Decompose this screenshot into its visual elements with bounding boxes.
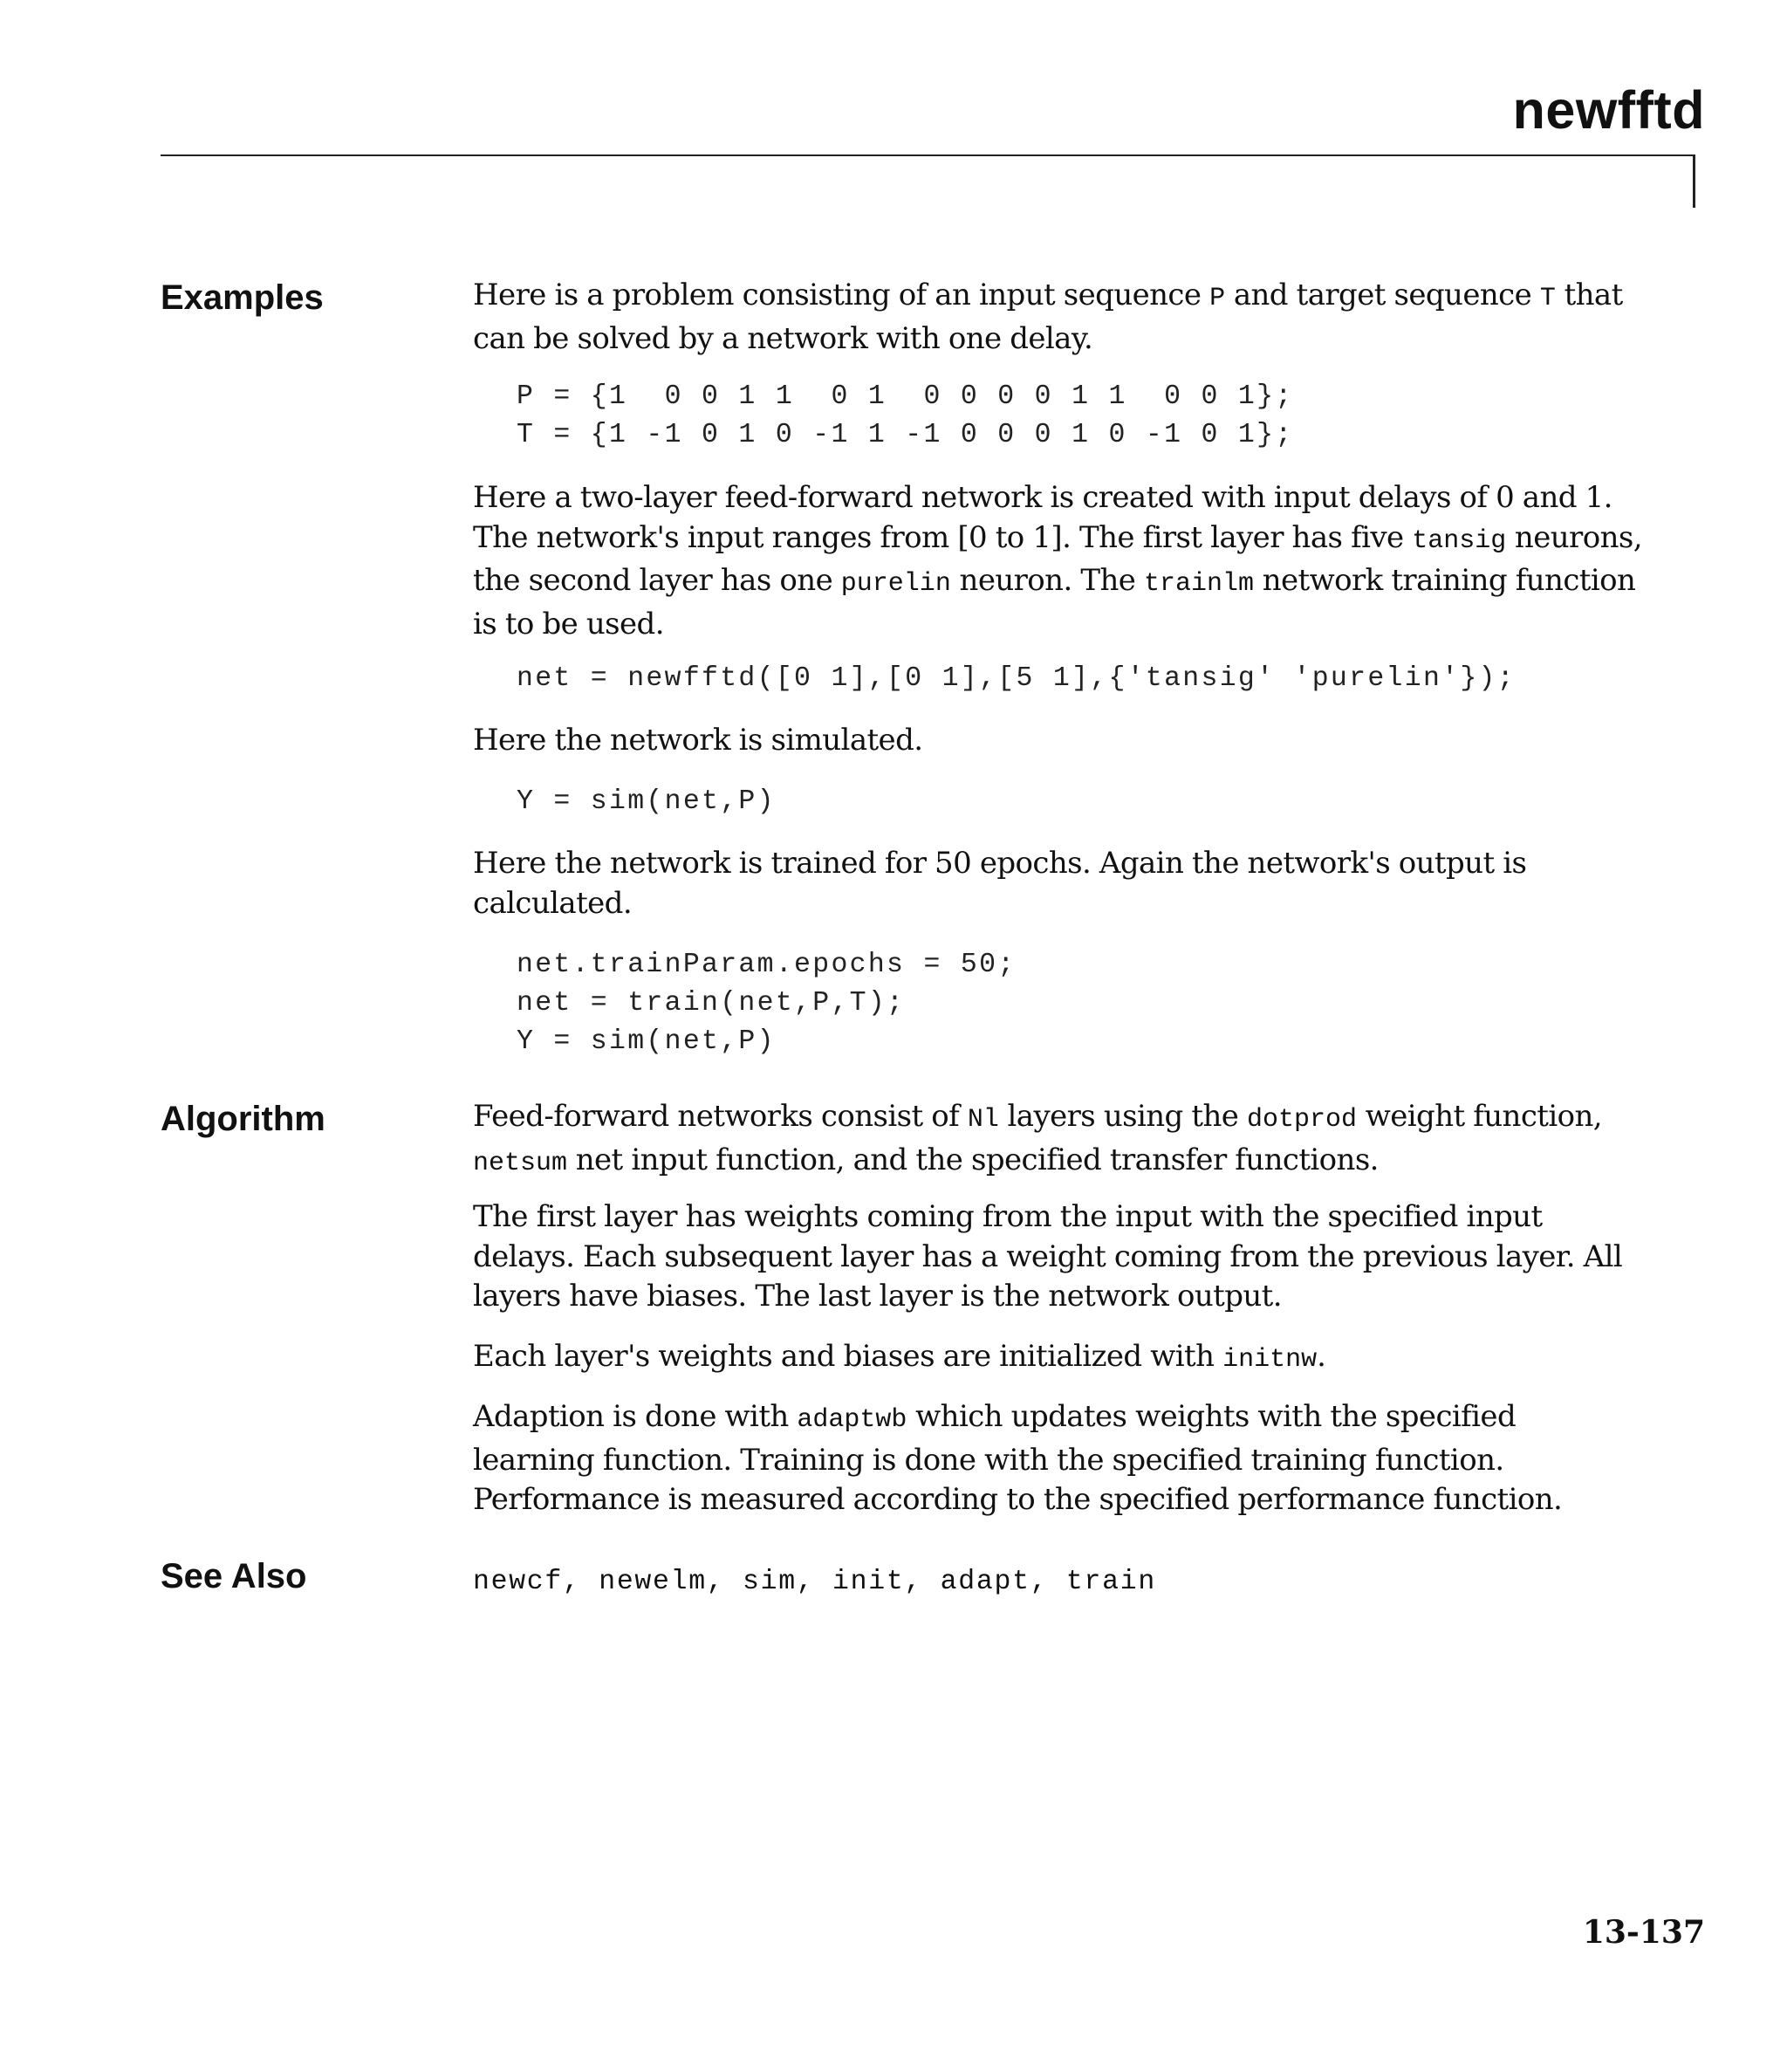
text-run: neurons, the second layer has one (473, 519, 1642, 598)
text-run: layers using the (998, 1099, 1247, 1134)
inline-code: purelin (840, 569, 951, 599)
code-create-network: net = newfftd([0 1],[0 1],[5 1],{'tansig' 'purelin'}); (517, 663, 1516, 694)
page-title: newfftd (1512, 80, 1705, 140)
see-also-list: newcf, newelm, sim, init, adapt, train (473, 1567, 1156, 1597)
examples-intro-paragraph (473, 276, 1642, 359)
algorithm-paragraph-1 (473, 1097, 1642, 1184)
inline-code: Nl (967, 1105, 999, 1135)
examples-heading: Examples (161, 278, 324, 317)
inline-code: adaptwb (797, 1405, 907, 1435)
text-run: net input function, and the specified transfer functions. (567, 1142, 1379, 1177)
text-run: . (1317, 1339, 1326, 1374)
text-run: Feed-forward networks consist of (473, 1099, 968, 1134)
inline-code: netsum (473, 1148, 568, 1178)
train-paragraph: Here the network is trained for 50 epochs. Again the network's output is calculated. (473, 846, 1527, 921)
text-run: Here is a problem consisting of an input sequence (473, 278, 1210, 312)
text-run: weight function, (1357, 1099, 1603, 1134)
text-run: that can be solved by a network with one delay. (473, 278, 1623, 356)
inline-code: dotprod (1247, 1105, 1358, 1135)
text-run: network training function is to be used. (473, 563, 1636, 641)
code-train: net.trainParam.epochs = 50; net = train(net,P,T); Y = sim(net,P) (517, 950, 1017, 1057)
code-sequences: P = {1 0 0 1 1 0 1 0 0 0 0 1 1 0 0 1}; T = {1 -1 0 1 0 -1 1 -1 0 0 0 1 0 -1 0 1}; (517, 381, 1294, 450)
header-rule-tick (1693, 154, 1695, 208)
inline-code: trainlm (1144, 569, 1255, 599)
text-run: neuron. The (950, 563, 1144, 598)
text-run: Adaption is done with (473, 1399, 798, 1434)
text-run: Each layer's weights and biases are initialized with (473, 1339, 1223, 1374)
algorithm-paragraph-4 (473, 1397, 1642, 1520)
text-run: and target sequence (1225, 278, 1540, 312)
network-creation-paragraph (473, 478, 1642, 644)
header-rule (161, 154, 1695, 156)
inline-code: initnw (1222, 1345, 1318, 1375)
algorithm-heading: Algorithm (161, 1100, 325, 1138)
simulate-paragraph: Here the network is simulated. (473, 723, 923, 758)
text-run: Here a two-layer feed-forward network is created with input delays of 0 and 1. The network's input ranges from [0 to 1]. The first layer has five (473, 480, 1612, 555)
inline-code: P (1209, 284, 1226, 313)
algorithm-paragraph-2: The first layer has weights coming from the input with the specified input delays. Each subsequent layer has a weight coming from the previous layer. All layers have biases. The last layer is the network output. (473, 1199, 1623, 1314)
inline-code: T (1539, 284, 1556, 313)
see-also-heading: See Also (161, 1557, 307, 1595)
code-simulate: Y = sim(net,P) (517, 786, 776, 817)
algorithm-paragraph-3 (473, 1337, 1642, 1381)
page-number: 13-137 (1582, 1914, 1705, 1951)
inline-code: tansig (1412, 525, 1507, 556)
text-run: which updates weights with the specified learning function. Training is done with the specified training function. Performance is measured according to the specified performance function. (473, 1399, 1563, 1517)
